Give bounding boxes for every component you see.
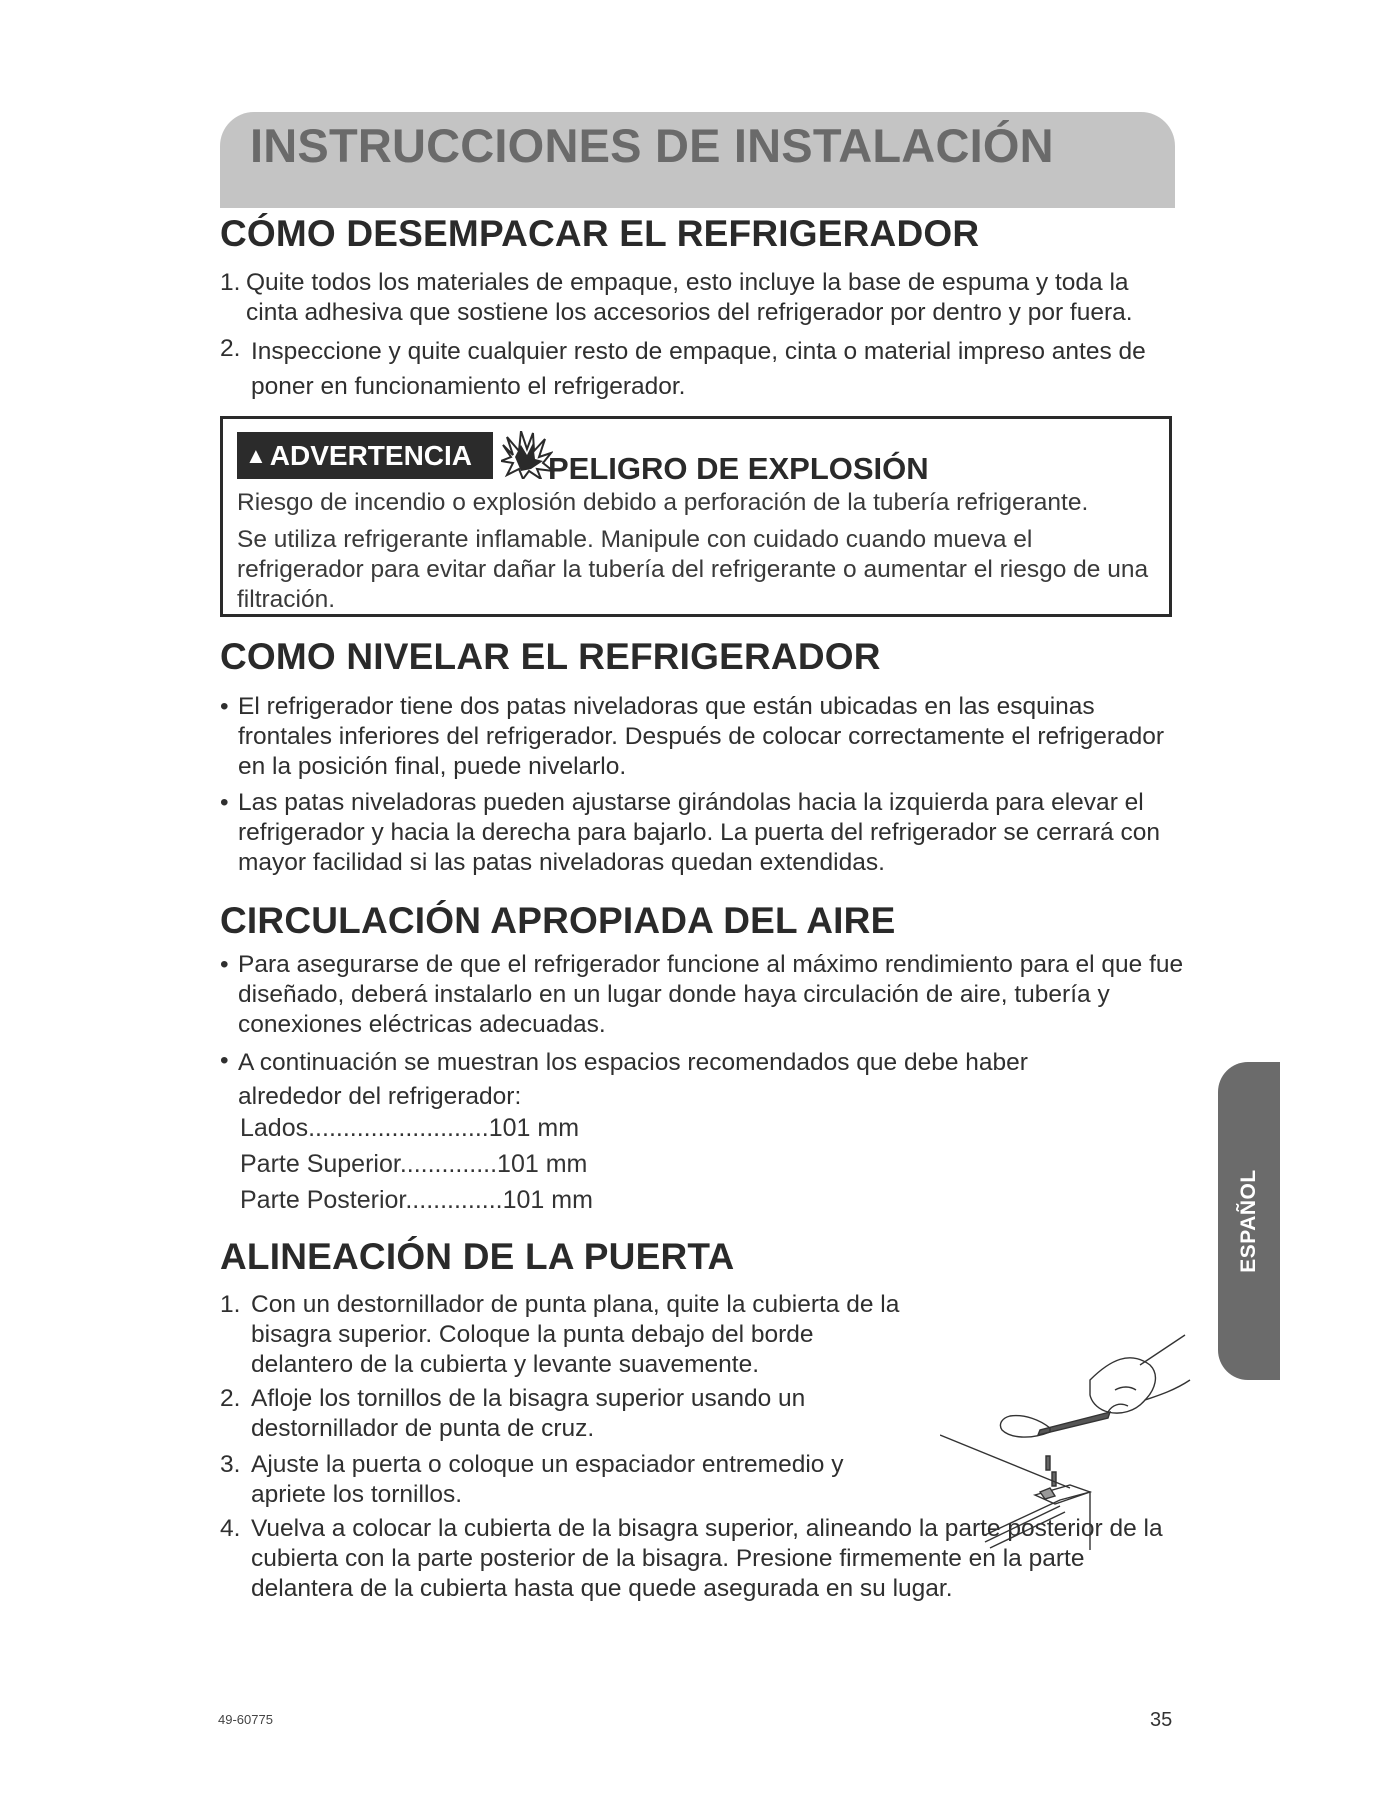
bullet-text: El refrigerador tiene dos patas niveladoras que están ubicadas en las esquinas frontales inferiores del refrigerador. Después de colocar correctamente el refrigerador en la posición final, puede nivelarlo. [238, 693, 1165, 780]
hinge-illustration [940, 1320, 1195, 1550]
language-tab-label: ESPAÑOL [1237, 1169, 1260, 1273]
clearance-back: Parte Posterior..............101 mm [240, 1186, 593, 1214]
bullet-icon: • [220, 789, 229, 816]
warning-line-1: Riesgo de incendio o explosión debido a perforación de la tubería refrigerante. [237, 489, 1089, 516]
list-item [220, 692, 1185, 782]
step-text: Vuelva a colocar la cubierta de la bisagra superior, alineando la parte posterior de la cubierta con la parte posterior de la bisagra. Presione firmemente en la parte delantera de la cubierta hasta que quede asegurada en su lugar. [251, 1515, 1163, 1602]
step-text: Quite todos los materiales de empaque, esto incluye la base de espuma y toda la cinta adhesiva que sostiene los accesorios del refrigerador por dentro y por fuera. [246, 269, 1133, 326]
list-item [220, 1384, 860, 1444]
step-text: Ajuste la puerta o coloque un espaciador entremedio y apriete los tornillos. [251, 1451, 844, 1508]
warning-box [220, 416, 1172, 617]
warning-title: PELIGRO DE EXPLOSIÓN [548, 451, 929, 486]
heading-air: CIRCULACIÓN APROPIADA DEL AIRE [220, 900, 896, 941]
list-item [220, 950, 1185, 1040]
step-number: 2. [220, 335, 241, 362]
language-tab [1218, 1062, 1280, 1380]
step-text: Afloje los tornillos de la bisagra superior usando un destornillador de punta de cruz. [251, 1385, 806, 1442]
step-number: 1. [220, 269, 241, 296]
clearance-sides: Lados..........................101 mm [240, 1114, 580, 1142]
step-number: 4. [220, 1515, 241, 1542]
heading-door: ALINEACIÓN DE LA PUERTA [220, 1236, 735, 1277]
list-item [220, 334, 1185, 404]
list-item [220, 788, 1185, 878]
warning-line-2: Se utiliza refrigerante inflamable. Manipule con cuidado cuando mueva el refrigerador para evitar dañar la tubería del refrigerante o aumentar el riesgo de una filtración. [237, 526, 1149, 613]
bullet-text: Las patas niveladoras pueden ajustarse girándolas hacia la izquierda para elevar el refrigerador y hacia la derecha para bajarlo. La puerta del refrigerador se cerrará con mayor facilidad si las patas niveladoras quedan extendidas. [238, 789, 1160, 876]
list-item [220, 1450, 900, 1510]
step-text: Con un destornillador de punta plana, quite la cubierta de la bisagra superior. Coloque la punta debajo del borde delantero de la cubierta y levante suavemente. [251, 1291, 900, 1378]
heading-unpack: CÓMO DESEMPACAR EL REFRIGERADOR [220, 213, 980, 254]
step-number: 2. [220, 1385, 241, 1412]
air-bullets [220, 950, 1185, 1114]
step-number: 3. [220, 1451, 241, 1478]
explosion-icon [501, 431, 553, 479]
document-number: 49-60775 [218, 1712, 273, 1727]
bullet-text: A continuación se muestran los espacios recomendados que debe haber alrededor del refrigerador: [238, 1049, 1028, 1110]
page-title: INSTRUCCIONES DE INSTALACIÓN [250, 119, 1054, 172]
bullet-icon: • [220, 693, 229, 720]
list-item [220, 1046, 1185, 1114]
step-number: 1. [220, 1291, 241, 1318]
list-item [220, 1290, 920, 1380]
bullet-text: Para asegurarse de que el refrigerador funcione al máximo rendimiento para el que fue diseñado, deberá instalarlo en un lugar donde haya circulación de aire, tubería y conexiones eléctricas adecuadas. [238, 951, 1184, 1038]
unpack-steps [220, 268, 1185, 404]
header-banner [220, 112, 1175, 208]
list-item [220, 268, 1185, 328]
warning-badge-label: ADVERTENCIA [269, 439, 473, 471]
warning-triangle-icon: ▲ [245, 442, 267, 468]
clearance-list [240, 1110, 593, 1218]
step-text: Inspeccione y quite cualquier resto de empaque, cinta o material impreso antes de poner en funcionamiento el refrigerador. [251, 338, 1146, 400]
warning-badge [237, 432, 493, 479]
heading-level: COMO NIVELAR EL REFRIGERADOR [220, 636, 881, 677]
level-bullets [220, 692, 1185, 878]
clearance-top: Parte Superior..............101 mm [240, 1150, 588, 1178]
page-number: 35 [1150, 1709, 1173, 1731]
bullet-icon: • [220, 951, 229, 978]
bullet-icon: • [220, 1047, 229, 1074]
